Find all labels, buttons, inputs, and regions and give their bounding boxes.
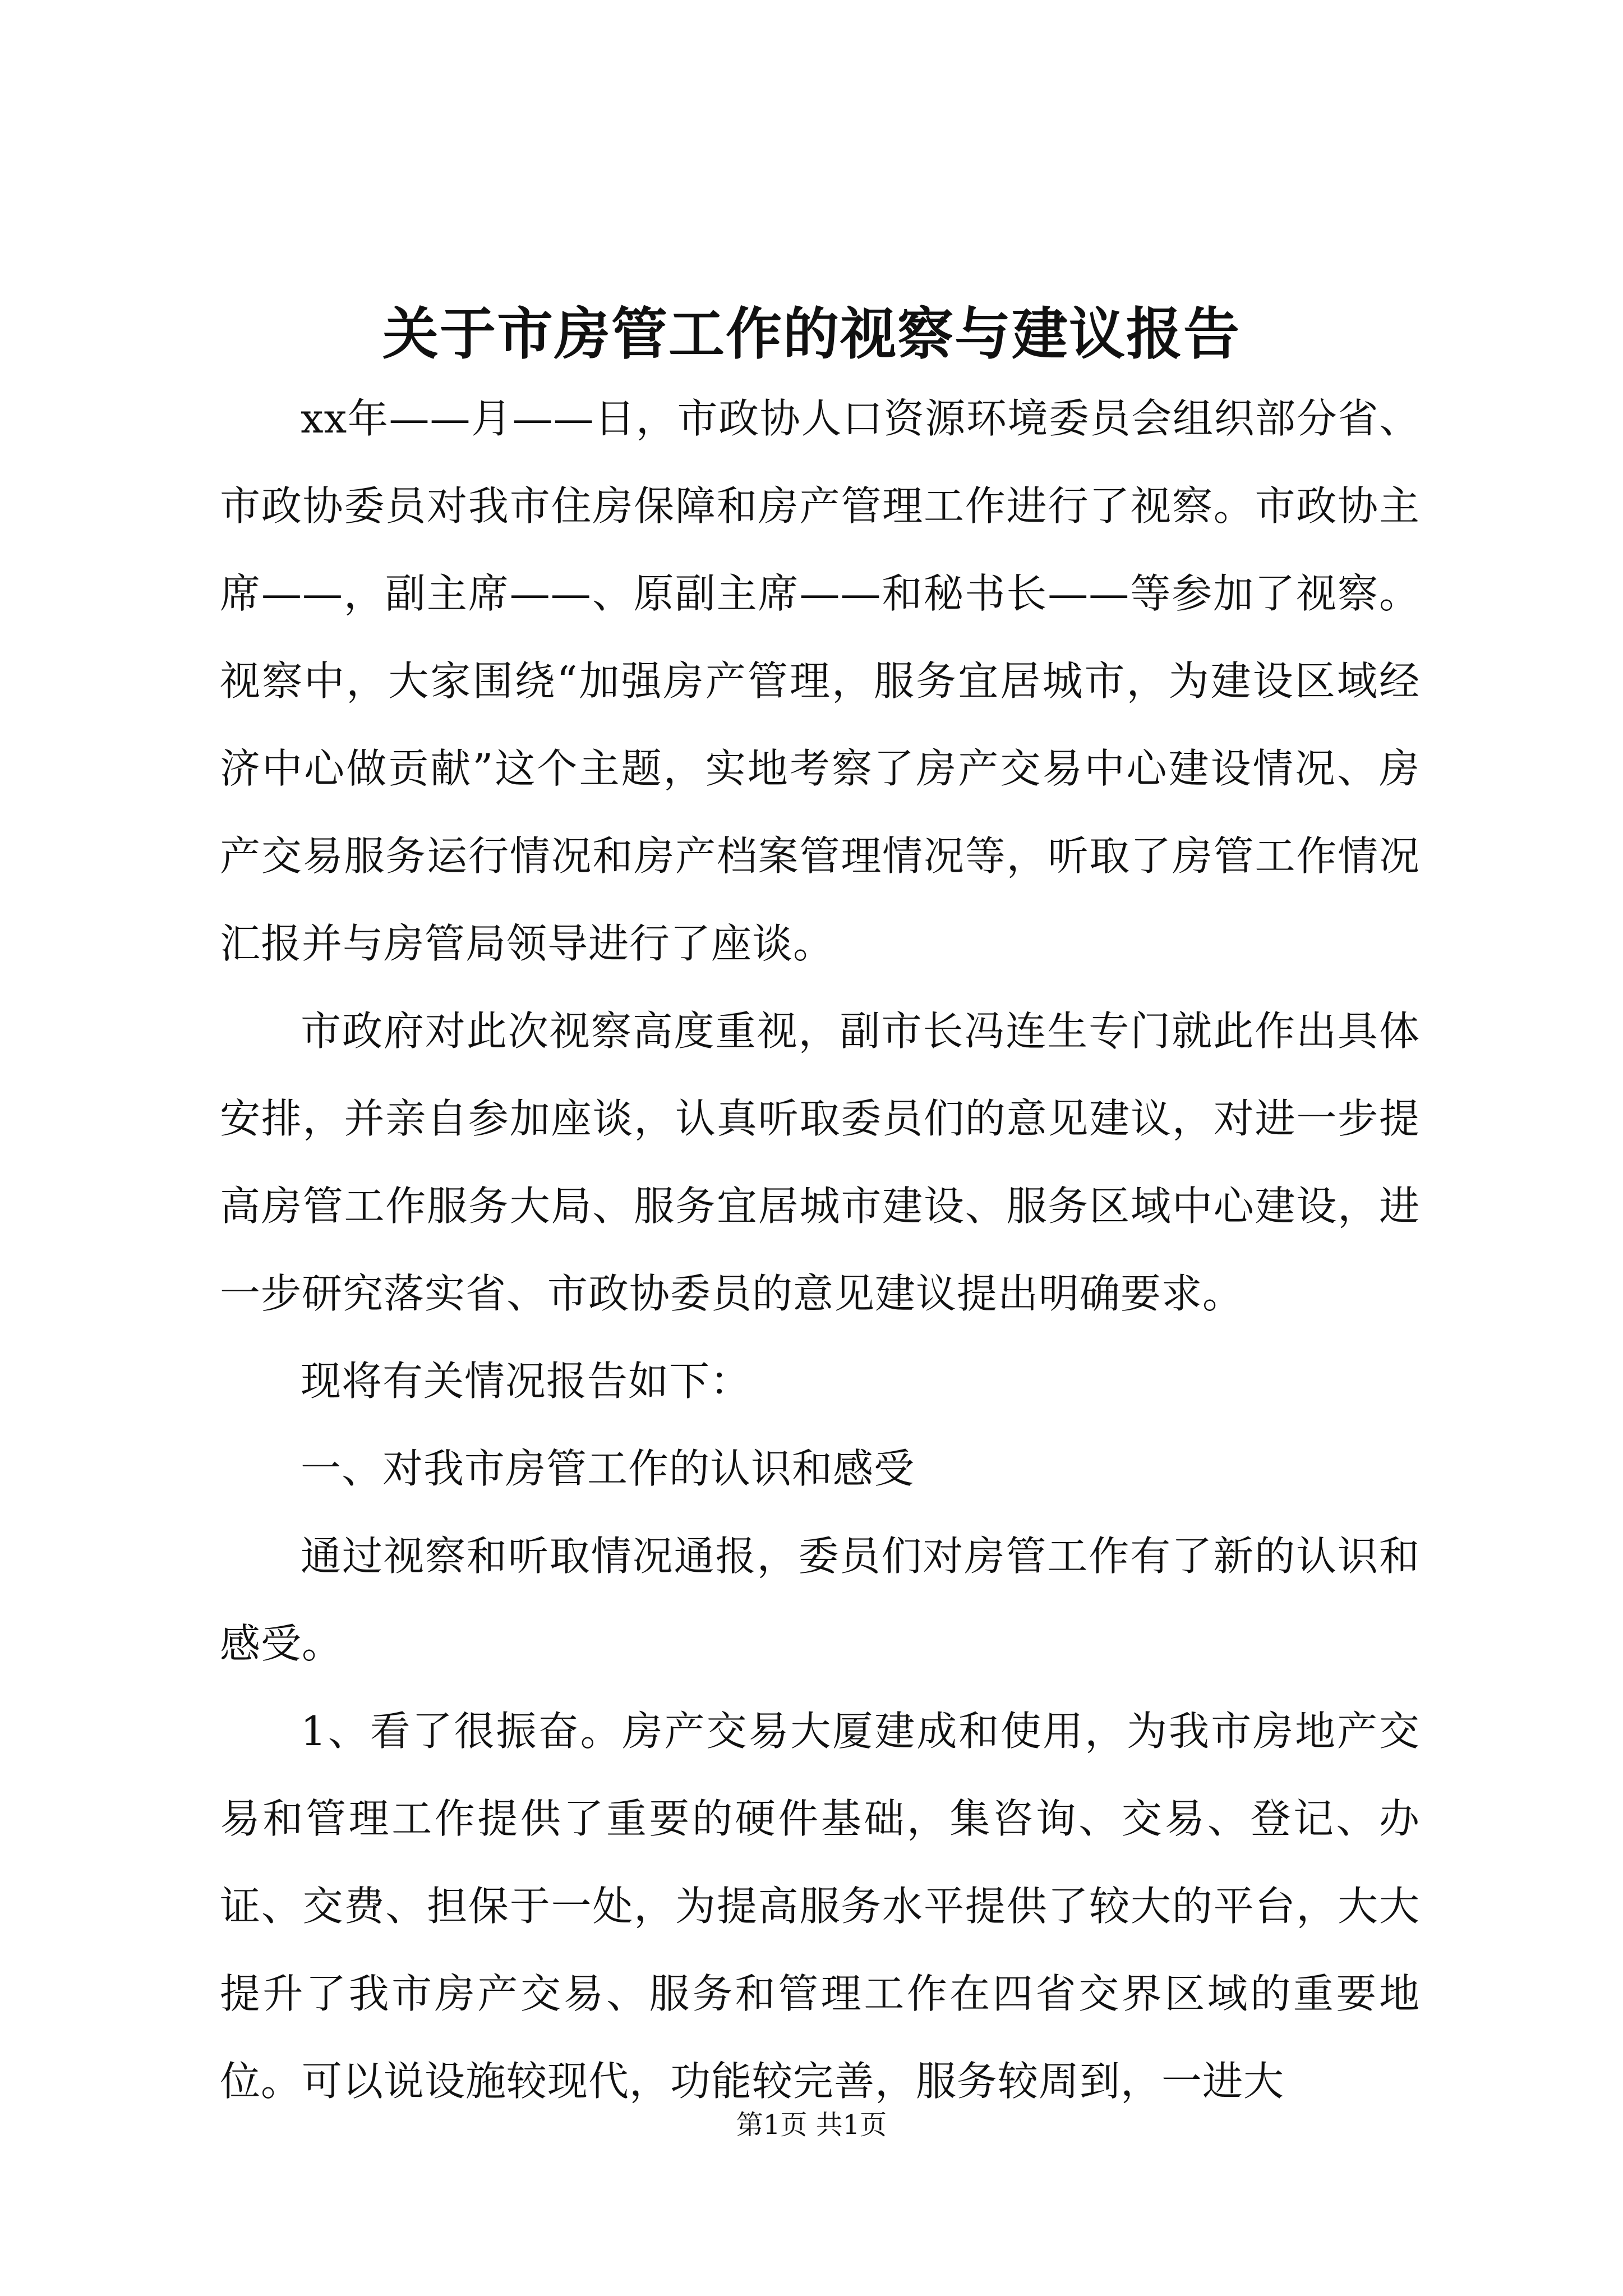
paragraph: xx年——月——日，市政协人口资源环境委员会组织部分省、市政协委员对我市住房保障和房产管理工作进行了视察。市政协主席——，副主席——、原副主席——和秘书长——等参加了视察。视察中，大家围绕“加强房产管理，服务宜居城市，为建设区域经济中心做贡献”这个主题，实地考察了房产交易中心建设情况、房产交易服务运行情况和房产档案管理情况等，听取了房管工作情况汇报并与房管局领导进行了座谈。 [220,395,1420,967]
paragraph: 现将有关情况报告如下： [301,1358,751,1405]
page-footer: 第1页 共1页 [736,2109,887,2141]
section-heading: 一、对我市房管工作的认识和感受 [301,1445,915,1492]
paragraph: 市政府对此次视察高度重视，副市长冯连生专门就此作出具体安排，并亲自参加座谈，认真听取委员们的意见建议，对进一步提高房管工作服务大局、服务宜居城市建设、服务区域中心建设，进一步研究落实省、市政协委员的意见建议提出明确要求。 [220,1007,1420,1317]
paragraph: 通过视察和听取情况通报，委员们对房管工作有了新的认识和感受。 [220,1533,1420,1667]
paragraph: 1、看了很振奋。房产交易大厦建成和使用，为我市房地产交易和管理工作提供了重要的硬件基础，集咨询、交易、登记、办证、交费、担保于一处，为提高服务水平提供了较大的平台，大大提升了我市房产交易、服务和管理工作在四省交界区域的重要地位。可以说设施较现代，功能较完善，服务较周到，一进大 [220,1708,1420,2105]
document-body [220,375,1420,2125]
document-title: 关于市房管工作的视察与建议报告 [382,301,1241,367]
